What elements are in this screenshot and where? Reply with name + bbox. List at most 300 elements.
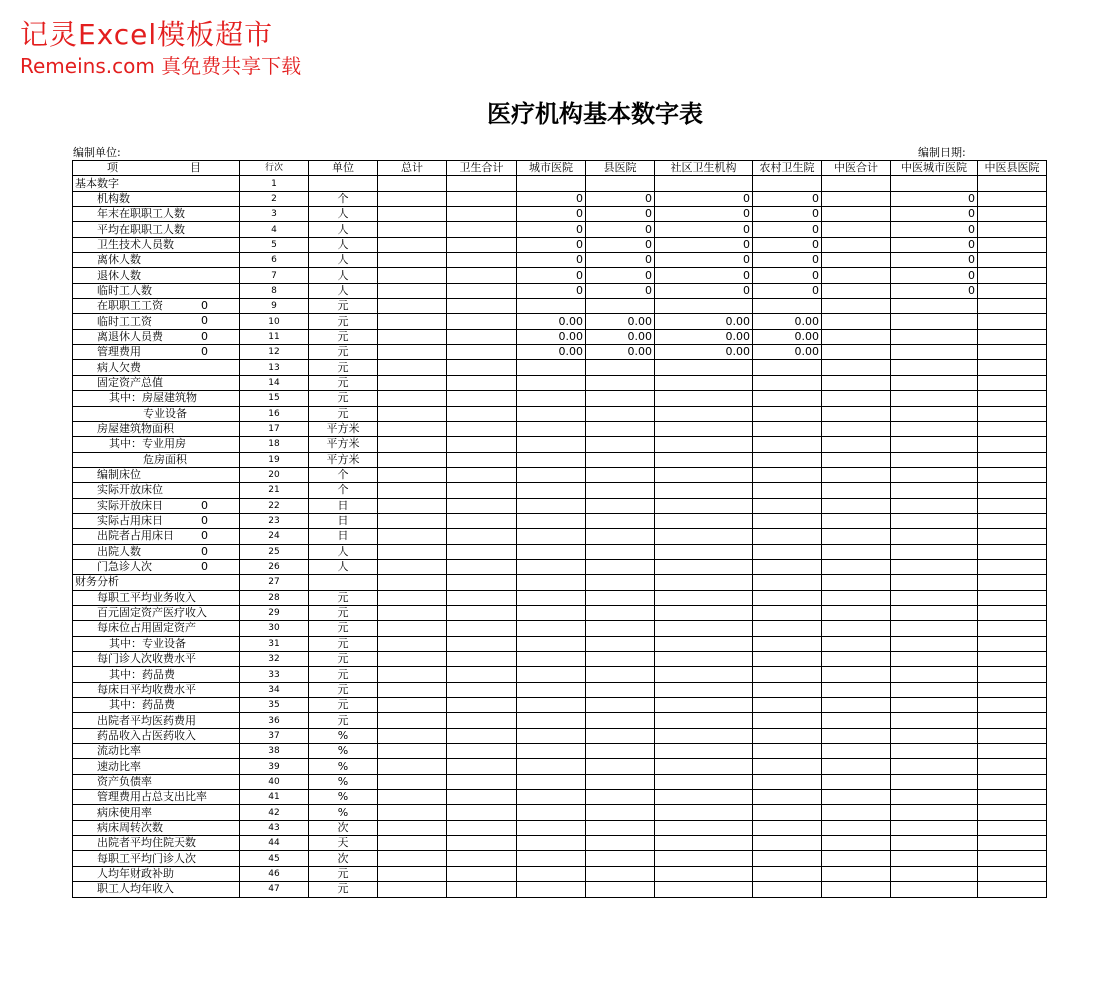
- data-cell[interactable]: 0.00: [586, 314, 655, 329]
- data-cell[interactable]: [978, 774, 1047, 789]
- data-cell[interactable]: [655, 820, 753, 835]
- data-cell[interactable]: [517, 698, 586, 713]
- data-cell[interactable]: [586, 713, 655, 728]
- data-cell[interactable]: [378, 698, 447, 713]
- data-cell[interactable]: [978, 605, 1047, 620]
- data-cell[interactable]: [586, 667, 655, 682]
- data-cell[interactable]: [753, 544, 822, 559]
- data-cell[interactable]: 0: [891, 253, 978, 268]
- data-cell[interactable]: [891, 851, 978, 866]
- data-cell[interactable]: [978, 467, 1047, 482]
- data-cell[interactable]: [891, 805, 978, 820]
- data-cell[interactable]: [822, 774, 891, 789]
- data-cell[interactable]: [447, 222, 517, 237]
- data-cell[interactable]: [822, 314, 891, 329]
- data-cell[interactable]: [517, 774, 586, 789]
- data-cell[interactable]: [517, 713, 586, 728]
- data-cell[interactable]: [753, 851, 822, 866]
- data-cell[interactable]: [586, 682, 655, 697]
- data-cell[interactable]: [447, 437, 517, 452]
- data-cell[interactable]: [655, 713, 753, 728]
- data-cell[interactable]: 0: [753, 222, 822, 237]
- data-cell[interactable]: [655, 299, 753, 314]
- data-cell[interactable]: [822, 375, 891, 390]
- data-cell[interactable]: [586, 851, 655, 866]
- data-cell[interactable]: [655, 513, 753, 528]
- data-cell[interactable]: [822, 452, 891, 467]
- data-cell[interactable]: [891, 652, 978, 667]
- data-cell[interactable]: [447, 253, 517, 268]
- data-cell[interactable]: 0: [753, 253, 822, 268]
- data-cell[interactable]: [586, 391, 655, 406]
- data-cell[interactable]: [517, 467, 586, 482]
- data-cell[interactable]: [378, 237, 447, 252]
- data-cell[interactable]: [891, 299, 978, 314]
- data-cell[interactable]: 0.00: [753, 329, 822, 344]
- data-cell[interactable]: [891, 375, 978, 390]
- data-cell[interactable]: [753, 375, 822, 390]
- data-cell[interactable]: [517, 744, 586, 759]
- data-cell[interactable]: [753, 437, 822, 452]
- data-cell[interactable]: 0: [586, 237, 655, 252]
- data-cell[interactable]: [655, 621, 753, 636]
- data-cell[interactable]: [447, 682, 517, 697]
- data-cell[interactable]: [978, 391, 1047, 406]
- data-cell[interactable]: 0: [586, 283, 655, 298]
- data-cell[interactable]: 0: [517, 283, 586, 298]
- data-cell[interactable]: [517, 513, 586, 528]
- data-cell[interactable]: [655, 529, 753, 544]
- data-cell[interactable]: [447, 498, 517, 513]
- data-cell[interactable]: [891, 682, 978, 697]
- data-cell[interactable]: [447, 329, 517, 344]
- data-cell[interactable]: [586, 513, 655, 528]
- data-cell[interactable]: [891, 421, 978, 436]
- data-cell[interactable]: [822, 682, 891, 697]
- data-cell[interactable]: [891, 314, 978, 329]
- data-cell[interactable]: [978, 621, 1047, 636]
- data-cell[interactable]: [378, 529, 447, 544]
- data-cell[interactable]: [655, 406, 753, 421]
- data-cell[interactable]: [517, 437, 586, 452]
- data-cell[interactable]: [447, 698, 517, 713]
- data-cell[interactable]: [822, 652, 891, 667]
- data-cell[interactable]: [378, 544, 447, 559]
- data-cell[interactable]: [753, 467, 822, 482]
- data-cell[interactable]: [517, 728, 586, 743]
- data-cell[interactable]: [586, 636, 655, 651]
- data-cell[interactable]: [753, 713, 822, 728]
- data-cell[interactable]: [978, 329, 1047, 344]
- data-cell[interactable]: [891, 467, 978, 482]
- data-cell[interactable]: [447, 360, 517, 375]
- data-cell[interactable]: 0: [753, 207, 822, 222]
- data-cell[interactable]: [586, 360, 655, 375]
- data-cell[interactable]: [378, 283, 447, 298]
- data-cell[interactable]: [753, 176, 822, 191]
- data-cell[interactable]: [586, 836, 655, 851]
- data-cell[interactable]: 0: [753, 283, 822, 298]
- data-cell[interactable]: [655, 605, 753, 620]
- data-cell[interactable]: [978, 299, 1047, 314]
- data-cell[interactable]: [822, 698, 891, 713]
- data-cell[interactable]: [517, 636, 586, 651]
- data-cell[interactable]: [978, 713, 1047, 728]
- data-cell[interactable]: [891, 728, 978, 743]
- data-cell[interactable]: [378, 191, 447, 206]
- data-cell[interactable]: [891, 836, 978, 851]
- data-cell[interactable]: 0.00: [753, 314, 822, 329]
- data-cell[interactable]: [517, 391, 586, 406]
- data-cell[interactable]: [517, 544, 586, 559]
- data-cell[interactable]: [655, 452, 753, 467]
- data-cell[interactable]: [378, 575, 447, 590]
- data-cell[interactable]: [447, 636, 517, 651]
- data-cell[interactable]: [655, 667, 753, 682]
- data-cell[interactable]: [447, 790, 517, 805]
- data-cell[interactable]: 0: [655, 268, 753, 283]
- data-cell[interactable]: [753, 820, 822, 835]
- data-cell[interactable]: [586, 437, 655, 452]
- data-cell[interactable]: [978, 452, 1047, 467]
- data-cell[interactable]: 0.00: [586, 345, 655, 360]
- data-cell[interactable]: [822, 283, 891, 298]
- data-cell[interactable]: [586, 575, 655, 590]
- data-cell[interactable]: [517, 529, 586, 544]
- data-cell[interactable]: [655, 759, 753, 774]
- data-cell[interactable]: [517, 360, 586, 375]
- data-cell[interactable]: 0: [753, 268, 822, 283]
- data-cell[interactable]: [378, 360, 447, 375]
- data-cell[interactable]: [822, 590, 891, 605]
- data-cell[interactable]: [822, 836, 891, 851]
- data-cell[interactable]: [378, 268, 447, 283]
- data-cell[interactable]: [447, 744, 517, 759]
- data-cell[interactable]: [891, 452, 978, 467]
- data-cell[interactable]: 0: [517, 268, 586, 283]
- data-cell[interactable]: [586, 790, 655, 805]
- data-cell[interactable]: [822, 176, 891, 191]
- data-cell[interactable]: 0: [891, 207, 978, 222]
- data-cell[interactable]: [447, 237, 517, 252]
- data-cell[interactable]: [891, 176, 978, 191]
- data-cell[interactable]: [517, 590, 586, 605]
- data-cell[interactable]: [753, 605, 822, 620]
- data-cell[interactable]: [822, 667, 891, 682]
- data-cell[interactable]: 0: [891, 237, 978, 252]
- data-cell[interactable]: [378, 329, 447, 344]
- data-cell[interactable]: [822, 467, 891, 482]
- data-cell[interactable]: [655, 652, 753, 667]
- data-cell[interactable]: [978, 283, 1047, 298]
- data-cell[interactable]: [517, 605, 586, 620]
- data-cell[interactable]: [517, 452, 586, 467]
- data-cell[interactable]: [586, 744, 655, 759]
- data-cell[interactable]: [447, 590, 517, 605]
- data-cell[interactable]: 0: [753, 191, 822, 206]
- data-cell[interactable]: [891, 621, 978, 636]
- data-cell[interactable]: [655, 421, 753, 436]
- data-cell[interactable]: [517, 866, 586, 881]
- data-cell[interactable]: [447, 299, 517, 314]
- data-cell[interactable]: [378, 498, 447, 513]
- data-cell[interactable]: [978, 314, 1047, 329]
- data-cell[interactable]: 0.00: [586, 329, 655, 344]
- data-cell[interactable]: [586, 544, 655, 559]
- data-cell[interactable]: [655, 498, 753, 513]
- data-cell[interactable]: [586, 406, 655, 421]
- data-cell[interactable]: [655, 176, 753, 191]
- data-cell[interactable]: [891, 544, 978, 559]
- data-cell[interactable]: [822, 805, 891, 820]
- data-cell[interactable]: [822, 621, 891, 636]
- data-cell[interactable]: 0.00: [517, 329, 586, 344]
- data-cell[interactable]: [891, 744, 978, 759]
- data-cell[interactable]: [978, 207, 1047, 222]
- data-cell[interactable]: [753, 652, 822, 667]
- data-cell[interactable]: [378, 682, 447, 697]
- data-cell[interactable]: [978, 866, 1047, 881]
- data-cell[interactable]: [517, 421, 586, 436]
- data-cell[interactable]: [586, 805, 655, 820]
- data-cell[interactable]: [378, 176, 447, 191]
- data-cell[interactable]: [753, 882, 822, 897]
- data-cell[interactable]: [586, 882, 655, 897]
- data-cell[interactable]: [822, 360, 891, 375]
- data-cell[interactable]: [753, 744, 822, 759]
- data-cell[interactable]: [753, 421, 822, 436]
- data-cell[interactable]: [891, 575, 978, 590]
- data-cell[interactable]: [378, 437, 447, 452]
- data-cell[interactable]: [753, 682, 822, 697]
- data-cell[interactable]: [447, 345, 517, 360]
- data-cell[interactable]: [447, 391, 517, 406]
- data-cell[interactable]: [378, 744, 447, 759]
- data-cell[interactable]: [891, 360, 978, 375]
- data-cell[interactable]: [753, 559, 822, 574]
- data-cell[interactable]: [978, 652, 1047, 667]
- data-cell[interactable]: [978, 575, 1047, 590]
- data-cell[interactable]: [891, 529, 978, 544]
- data-cell[interactable]: [753, 805, 822, 820]
- data-cell[interactable]: [586, 866, 655, 881]
- data-cell[interactable]: 0: [655, 237, 753, 252]
- data-cell[interactable]: [447, 621, 517, 636]
- data-cell[interactable]: [378, 467, 447, 482]
- data-cell[interactable]: [822, 345, 891, 360]
- data-cell[interactable]: [822, 866, 891, 881]
- data-cell[interactable]: [822, 544, 891, 559]
- data-cell[interactable]: [822, 406, 891, 421]
- data-cell[interactable]: [655, 744, 753, 759]
- data-cell[interactable]: [891, 667, 978, 682]
- data-cell[interactable]: [753, 575, 822, 590]
- data-cell[interactable]: 0: [891, 283, 978, 298]
- data-cell[interactable]: 0: [891, 268, 978, 283]
- data-cell[interactable]: [378, 590, 447, 605]
- data-cell[interactable]: [447, 207, 517, 222]
- data-cell[interactable]: [978, 744, 1047, 759]
- data-cell[interactable]: [822, 483, 891, 498]
- data-cell[interactable]: 0.00: [753, 345, 822, 360]
- data-cell[interactable]: [378, 882, 447, 897]
- data-cell[interactable]: [378, 851, 447, 866]
- data-cell[interactable]: [822, 744, 891, 759]
- data-cell[interactable]: [447, 268, 517, 283]
- data-cell[interactable]: [447, 529, 517, 544]
- data-cell[interactable]: [891, 866, 978, 881]
- data-cell[interactable]: [655, 636, 753, 651]
- data-cell[interactable]: 0: [655, 253, 753, 268]
- data-cell[interactable]: 0: [517, 253, 586, 268]
- data-cell[interactable]: [822, 529, 891, 544]
- data-cell[interactable]: [586, 621, 655, 636]
- data-cell[interactable]: [447, 314, 517, 329]
- data-cell[interactable]: [447, 544, 517, 559]
- data-cell[interactable]: [753, 667, 822, 682]
- data-cell[interactable]: [378, 222, 447, 237]
- data-cell[interactable]: [655, 682, 753, 697]
- data-cell[interactable]: [891, 774, 978, 789]
- data-cell[interactable]: [822, 391, 891, 406]
- data-cell[interactable]: [378, 253, 447, 268]
- data-cell[interactable]: [978, 191, 1047, 206]
- data-cell[interactable]: [517, 483, 586, 498]
- data-cell[interactable]: [822, 713, 891, 728]
- data-cell[interactable]: 0: [517, 207, 586, 222]
- data-cell[interactable]: 0: [891, 191, 978, 206]
- data-cell[interactable]: [978, 268, 1047, 283]
- data-cell[interactable]: [447, 652, 517, 667]
- data-cell[interactable]: [891, 759, 978, 774]
- data-cell[interactable]: [447, 882, 517, 897]
- data-cell[interactable]: [447, 866, 517, 881]
- data-cell[interactable]: [517, 498, 586, 513]
- data-cell[interactable]: [753, 529, 822, 544]
- data-cell[interactable]: [586, 467, 655, 482]
- data-cell[interactable]: [655, 805, 753, 820]
- data-cell[interactable]: [378, 345, 447, 360]
- data-cell[interactable]: [517, 836, 586, 851]
- data-cell[interactable]: [891, 698, 978, 713]
- data-cell[interactable]: [891, 882, 978, 897]
- data-cell[interactable]: [978, 237, 1047, 252]
- data-cell[interactable]: [978, 790, 1047, 805]
- data-cell[interactable]: [378, 513, 447, 528]
- data-cell[interactable]: [822, 222, 891, 237]
- data-cell[interactable]: [978, 544, 1047, 559]
- data-cell[interactable]: [586, 176, 655, 191]
- data-cell[interactable]: [753, 299, 822, 314]
- data-cell[interactable]: [978, 882, 1047, 897]
- data-cell[interactable]: [378, 483, 447, 498]
- data-cell[interactable]: [822, 851, 891, 866]
- data-cell[interactable]: [378, 836, 447, 851]
- data-cell[interactable]: [378, 375, 447, 390]
- data-cell[interactable]: [978, 176, 1047, 191]
- data-cell[interactable]: [978, 759, 1047, 774]
- data-cell[interactable]: 0.00: [655, 314, 753, 329]
- data-cell[interactable]: [822, 421, 891, 436]
- data-cell[interactable]: [753, 636, 822, 651]
- data-cell[interactable]: 0: [655, 222, 753, 237]
- data-cell[interactable]: [378, 299, 447, 314]
- data-cell[interactable]: [586, 590, 655, 605]
- data-cell[interactable]: [378, 559, 447, 574]
- data-cell[interactable]: [891, 437, 978, 452]
- data-cell[interactable]: [655, 559, 753, 574]
- data-cell[interactable]: [378, 406, 447, 421]
- data-cell[interactable]: [822, 437, 891, 452]
- data-cell[interactable]: [378, 728, 447, 743]
- data-cell[interactable]: [978, 375, 1047, 390]
- data-cell[interactable]: [822, 790, 891, 805]
- data-cell[interactable]: [447, 728, 517, 743]
- data-cell[interactable]: [378, 790, 447, 805]
- data-cell[interactable]: [378, 391, 447, 406]
- data-cell[interactable]: [447, 483, 517, 498]
- data-cell[interactable]: 0: [586, 191, 655, 206]
- data-cell[interactable]: [517, 820, 586, 835]
- data-cell[interactable]: [517, 667, 586, 682]
- data-cell[interactable]: [378, 207, 447, 222]
- data-cell[interactable]: [517, 805, 586, 820]
- data-cell[interactable]: [517, 299, 586, 314]
- data-cell[interactable]: [586, 698, 655, 713]
- data-cell[interactable]: [517, 652, 586, 667]
- data-cell[interactable]: [655, 467, 753, 482]
- data-cell[interactable]: [978, 851, 1047, 866]
- data-cell[interactable]: [978, 253, 1047, 268]
- data-cell[interactable]: [978, 836, 1047, 851]
- data-cell[interactable]: [447, 421, 517, 436]
- data-cell[interactable]: [378, 820, 447, 835]
- data-cell[interactable]: [586, 375, 655, 390]
- data-cell[interactable]: [822, 253, 891, 268]
- data-cell[interactable]: [447, 820, 517, 835]
- data-cell[interactable]: 0: [517, 237, 586, 252]
- data-cell[interactable]: 0.00: [655, 329, 753, 344]
- data-cell[interactable]: [753, 621, 822, 636]
- data-cell[interactable]: [753, 774, 822, 789]
- data-cell[interactable]: 0: [586, 222, 655, 237]
- data-cell[interactable]: [447, 375, 517, 390]
- data-cell[interactable]: [822, 605, 891, 620]
- data-cell[interactable]: [586, 759, 655, 774]
- data-cell[interactable]: [447, 452, 517, 467]
- data-cell[interactable]: [517, 621, 586, 636]
- data-cell[interactable]: [978, 498, 1047, 513]
- data-cell[interactable]: [822, 299, 891, 314]
- data-cell[interactable]: [517, 790, 586, 805]
- data-cell[interactable]: [447, 559, 517, 574]
- data-cell[interactable]: [378, 774, 447, 789]
- data-cell[interactable]: [655, 698, 753, 713]
- data-cell[interactable]: [753, 513, 822, 528]
- data-cell[interactable]: [586, 774, 655, 789]
- data-cell[interactable]: [753, 866, 822, 881]
- data-cell[interactable]: [655, 375, 753, 390]
- data-cell[interactable]: [447, 759, 517, 774]
- data-cell[interactable]: [822, 636, 891, 651]
- data-cell[interactable]: [753, 360, 822, 375]
- data-cell[interactable]: [378, 759, 447, 774]
- data-cell[interactable]: [822, 559, 891, 574]
- data-cell[interactable]: [586, 559, 655, 574]
- data-cell[interactable]: [447, 191, 517, 206]
- data-cell[interactable]: [978, 437, 1047, 452]
- data-cell[interactable]: [822, 728, 891, 743]
